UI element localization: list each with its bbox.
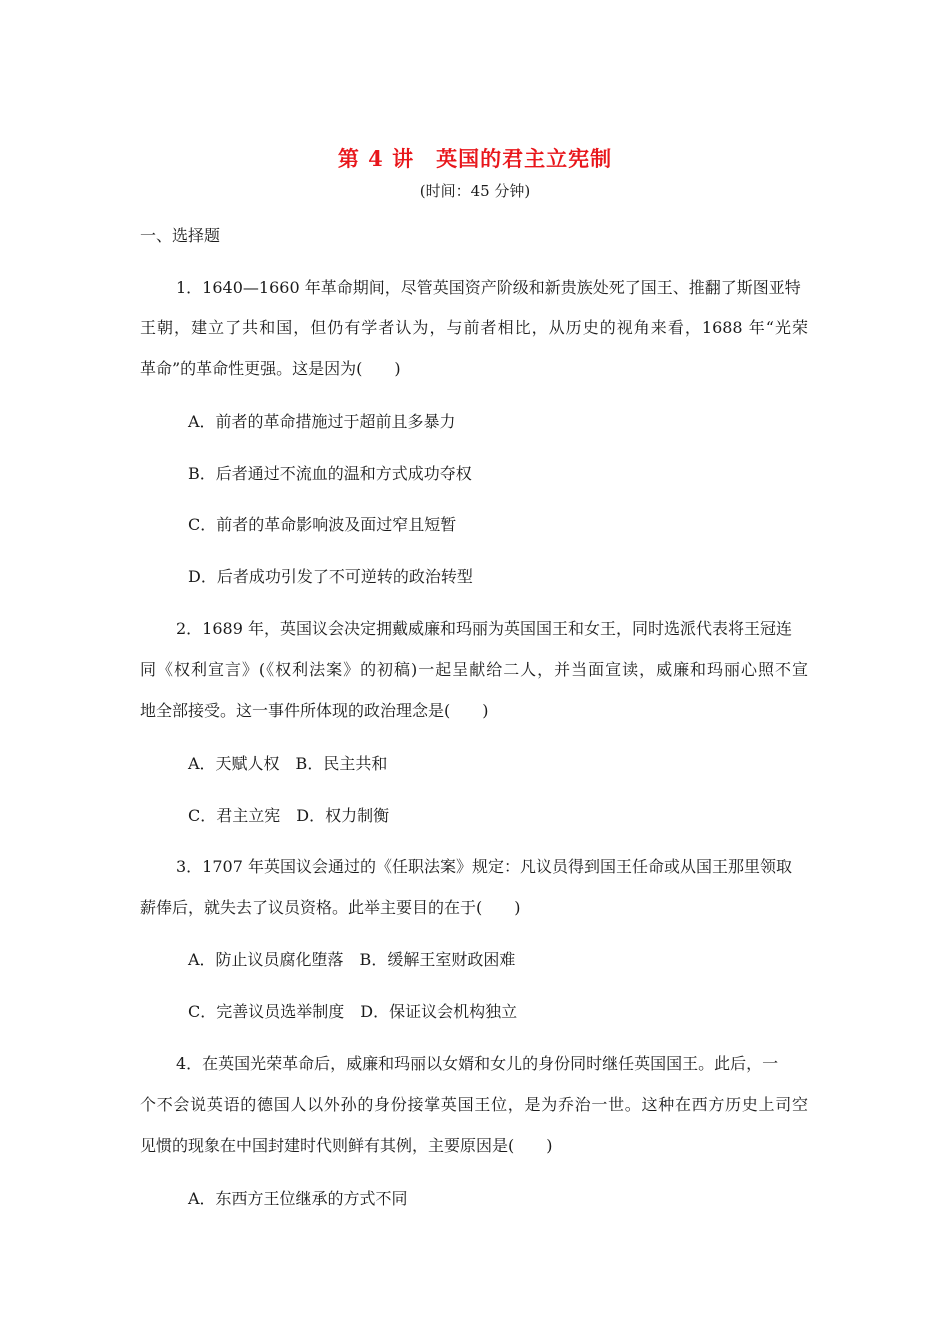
question-1-line-2: 王朝，建立了共和国，但仍有学者认为，与前者相比，从历史的视角来看，1688 年“光荣 xyxy=(140,318,808,337)
question-1-option-d: D．后者成功引发了不可逆转的政治转型 xyxy=(188,567,473,586)
question-3-line-1: 3．1707 年英国议会通过的《任职法案》规定：凡议员得到国王任命或从国王那里领取 xyxy=(176,857,792,876)
question-2-line-1: 2．1689 年，英国议会决定拥戴威廉和玛丽为英国国王和女王，同时选派代表将王冠连 xyxy=(176,619,792,638)
question-4-line-1: 4．在英国光荣革命后，威廉和玛丽以女婿和女儿的身份同时继任英国国王。此后，一 xyxy=(176,1054,779,1073)
question-4-line-2: 个不会说英语的德国人以外孙的身份接掌英国王位，是为乔治一世。这种在西方历史上司空 xyxy=(140,1095,808,1114)
question-1-line-1: 1．1640—1660 年革命期间，尽管英国资产阶级和新贵族处死了国王、推翻了斯图亚特 xyxy=(176,278,801,297)
question-4-option-a: A．东西方王位继承的方式不同 xyxy=(188,1189,408,1208)
question-1-option-b: B．后者通过不流血的温和方式成功夺权 xyxy=(188,464,472,483)
question-2-line-2: 同《权利宣言》(《权利法案》的初稿)一起呈献给二人，并当面宣读，威廉和玛丽心照不宣 xyxy=(140,660,808,679)
question-3-options-ab: A．防止议员腐化堕落 B．缓解王室财政困难 xyxy=(188,950,516,969)
time-limit: (时间：45 分钟) xyxy=(419,182,531,200)
question-4-line-3: 见惯的现象在中国封建时代则鲜有其例，主要原因是( ) xyxy=(140,1136,553,1155)
question-2-line-3: 地全部接受。这一事件所体现的政治理念是( ) xyxy=(140,701,489,720)
question-2-options-cd: C．君主立宪 D．权力制衡 xyxy=(188,806,390,825)
question-2-options-ab: A．天赋人权 B．民主共和 xyxy=(188,754,388,773)
question-3-options-cd: C．完善议员选举制度 D．保证议会机构独立 xyxy=(188,1002,518,1021)
question-1-option-a: A．前者的革命措施过于超前且多暴力 xyxy=(188,412,456,431)
section-heading: 一、选择题 xyxy=(140,226,221,245)
question-1-line-3: 革命”的革命性更强。这是因为( ) xyxy=(140,359,401,378)
question-1-option-c: C．前者的革命影响波及面过窄且短暂 xyxy=(188,515,457,534)
page-title: 第 4 讲 英国的君主立宪制 xyxy=(337,146,613,171)
question-3-line-2: 薪俸后，就失去了议员资格。此举主要目的在于( ) xyxy=(140,898,521,917)
